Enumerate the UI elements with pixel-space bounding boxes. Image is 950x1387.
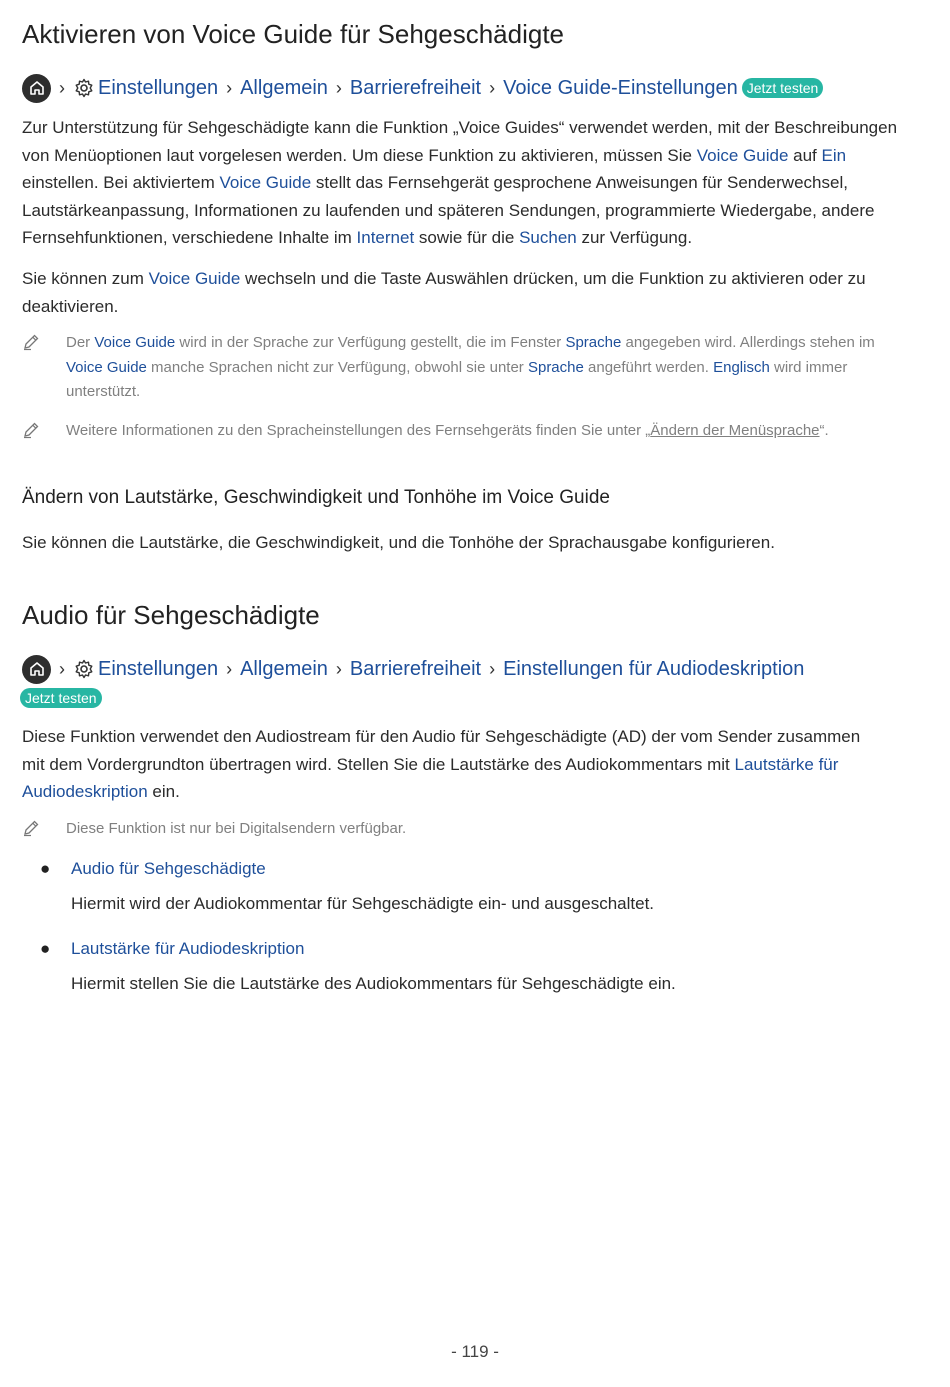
breadcrumb-item-allgemein[interactable]: Allgemein [240, 77, 328, 99]
link-sprache[interactable]: Sprache [527, 358, 584, 376]
link-lautstaerke-audiodeskription[interactable]: Lautstärke für Audiodeskription [22, 754, 839, 801]
breadcrumb-item-einstellungen[interactable]: Einstellungen [98, 658, 219, 680]
option-list [22, 855, 912, 997]
bullet-icon: ● [40, 939, 51, 958]
list-item-description [22, 970, 912, 997]
option-label[interactable]: Lautstärke für Audiodeskription [71, 939, 305, 958]
chevron-right-icon: › [335, 78, 342, 98]
link-suchen[interactable]: Suchen [519, 228, 577, 247]
chevron-right-icon: › [226, 659, 233, 679]
note [22, 331, 902, 405]
indent-spacer [22, 970, 71, 997]
breadcrumb-item-einstellungen[interactable]: Einstellungen [98, 77, 219, 99]
paragraph-audio-description [22, 723, 872, 806]
text: wird immer unterstützt. [66, 358, 848, 400]
paragraph-toggle [22, 265, 892, 320]
text: manche Sprachen nicht zur Verfügung, obwohl sie unter [146, 358, 528, 376]
breadcrumb-item-barrierefreiheit[interactable]: Barrierefreiheit [349, 77, 482, 99]
option-label[interactable]: Audio für Sehgeschädigte [71, 859, 266, 878]
link-englisch[interactable]: Englisch [713, 358, 770, 376]
breadcrumb-item-voice-guide-einstellungen[interactable]: Voice Guide-Einstellungen [503, 77, 738, 99]
breadcrumb [22, 73, 823, 103]
try-now-badge[interactable]: Jetzt testen [742, 78, 824, 98]
indent-spacer [22, 890, 71, 917]
link-voice-guide[interactable]: Voice Guide [66, 358, 147, 376]
link-voice-guide[interactable]: Voice Guide [696, 145, 789, 165]
try-now-badge[interactable]: Jetzt testen [20, 688, 102, 708]
paragraph-voice-settings: Sie können die Lautstärke, die Geschwindigkeit, und die Tonhöhe der Sprachausgabe konfigurieren. [22, 533, 775, 552]
text: angegeben wird. Allerdings stehen im [621, 334, 875, 351]
link-sprache[interactable]: Sprache [565, 334, 622, 351]
chevron-right-icon: › [489, 659, 496, 679]
list-item-description [22, 890, 912, 917]
breadcrumb-item-barrierefreiheit[interactable]: Barrierefreiheit [349, 658, 482, 680]
note [22, 419, 902, 448]
bullet-icon: ● [40, 859, 51, 878]
breadcrumb-item-audiodeskription[interactable]: Einstellungen für Audiodeskription [503, 658, 805, 680]
option-description: Hiermit wird der Audiokommentar für Sehgeschädigte ein- und ausgeschaltet. [71, 894, 655, 913]
chevron-right-icon: › [489, 78, 496, 98]
section-title-voice-guide: Aktivieren von Voice Guide für Sehgeschädigte [22, 19, 565, 49]
list-item [22, 855, 912, 882]
text: Zur Unterstützung für Sehgeschädigte kann die Funktion „Voice Guides“ verwendet werden, mit der Beschreibungen von Menüoptionen laut vorgelesen werden. Um diese Funktion zu aktivieren, müssen Sie [22, 118, 898, 165]
text: auf [788, 145, 822, 165]
text: zur Verfügung. [576, 228, 693, 247]
home-icon [22, 655, 51, 684]
note [22, 817, 902, 846]
paragraph-intro [22, 114, 912, 252]
home-icon [22, 74, 51, 103]
link-voice-guide[interactable]: Voice Guide [94, 334, 176, 351]
option-description: Hiermit stellen Sie die Lautstärke des Audiokommentars für Sehgeschädigte ein. [71, 974, 676, 993]
link-internet[interactable]: Internet [356, 228, 415, 247]
text: stellt das Fernsehgerät gesprochene Anweisungen für Senderwechsel, Lautstärkeanpassung, Informationen zu laufenden und späteren Sendungen, programmierte Wiedergabe, andere Fernsehfunktionen, verschiedene Inhalte im [22, 173, 875, 247]
note-text: Diese Funktion ist nur bei Digitalsendern verfügbar. [66, 820, 407, 837]
pencil-icon [22, 331, 66, 405]
link-aendern-der-menuesprache[interactable]: Ändern der Menüsprache [650, 422, 820, 439]
section-title-voice-guide-settings: Ändern von Lautstärke, Geschwindigkeit und Tonhöhe im Voice Guide [22, 487, 610, 508]
link-voice-guide[interactable]: Voice Guide [219, 173, 312, 192]
link-ein[interactable]: Ein [821, 145, 847, 165]
text: “. [819, 422, 829, 439]
pencil-icon [22, 817, 66, 846]
text: einstellen. Bei aktiviertem [22, 173, 220, 192]
text: sowie für die [414, 228, 520, 247]
text: ein. [147, 782, 180, 801]
breadcrumb-item-allgemein[interactable]: Allgemein [240, 658, 328, 680]
text: wird in der Sprache zur Verfügung gestellt, die im Fenster [175, 334, 566, 351]
text: Diese Funktion verwendet den Audiostream für den Audio für Sehgeschädigte (AD) der vom Sender zusammen mit dem Vordergrundton übertragen wird. Stellen Sie die Lautstärke des Audiokommentars mit [22, 727, 861, 774]
text: angeführt werden. [583, 358, 714, 376]
chevron-right-icon: › [59, 659, 65, 679]
text: Der [66, 334, 95, 351]
gear-icon [73, 77, 95, 99]
list-item [22, 935, 912, 962]
chevron-right-icon: › [226, 78, 233, 98]
text: wechseln und die Taste Auswählen drücken, um die Funktion zu aktivieren oder zu deaktivieren. [22, 269, 866, 316]
note-text [66, 419, 829, 448]
gear-icon [73, 658, 95, 680]
text: Weitere Informationen zu den Spracheinstellungen des Fernsehgeräts finden Sie unter „ [66, 422, 651, 439]
section-title-audio-description: Audio für Sehgeschädigte [22, 600, 320, 630]
page-number: - 119 - [451, 1342, 499, 1361]
link-voice-guide[interactable]: Voice Guide [148, 269, 241, 288]
chevron-right-icon: › [335, 659, 342, 679]
note-text [66, 331, 902, 405]
text: Sie können zum [22, 269, 149, 288]
pencil-icon [22, 419, 66, 448]
breadcrumb [22, 654, 912, 684]
chevron-right-icon: › [59, 78, 65, 98]
